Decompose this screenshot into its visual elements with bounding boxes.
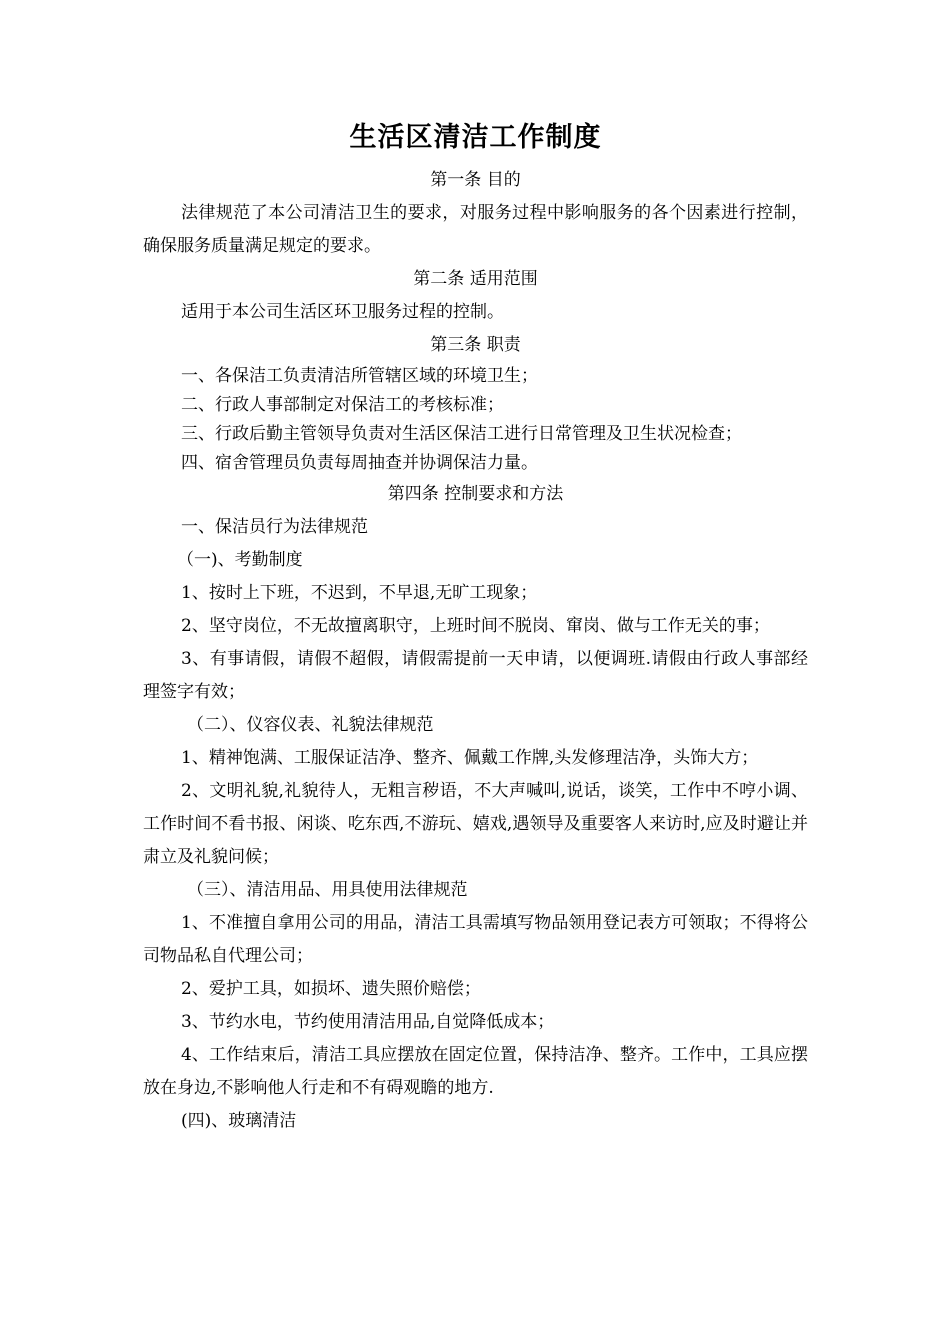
attendance-item-2: 2、坚守岗位，不无故擅离职守，上班时间不脱岗、窜岗、做与工作无关的事； <box>181 616 770 636</box>
article-3-item: 三、行政后勤主管领导负责对生活区保洁工进行日常管理及卫生状况检查； <box>181 424 742 444</box>
glass-cleaning-heading: (四)、玻璃清洁 <box>181 1111 297 1131</box>
article-3-item: 二、行政人事部制定对保洁工的考核标准； <box>181 395 504 415</box>
article-4-heading: 第四条 控制要求和方法 <box>387 484 564 504</box>
article-3-heading: 第三条 职责 <box>430 335 521 355</box>
tools-item-4: 4、工作结束后，清洁工具应摆放在固定位置，保持洁净、整齐。工作中，工具应摆放在身边,不影响他人行走和不有碍观瞻的地方. <box>143 1045 808 1098</box>
article-1-heading: 第一条 目的 <box>430 170 521 190</box>
appearance-item-2: 2、文明礼貌,礼貌待人，无粗言秽语，不大声喊叫,说话，谈笑，工作中不哼小调、工作时间不看书报、闲谈、吃东西,不游玩、嬉戏,遇领导及重要客人来访时,应及时避让并肃立及礼貌问候； <box>143 781 808 867</box>
article-2-text: 适用于本公司生活区环卫服务过程的控制。 <box>181 302 504 322</box>
article-3-item: 一、各保洁工负责清洁所管辖区域的环境卫生； <box>181 366 538 386</box>
appearance-heading: （二）、仪容仪表、礼貌法律规范 <box>187 715 434 735</box>
document-title: 生活区清洁工作制度 <box>349 122 602 153</box>
article-2-heading: 第二条 适用范围 <box>413 269 538 289</box>
attendance-heading: （一)、考勤制度 <box>177 550 303 570</box>
appearance-item-1: 1、精神饱满、工服保证洁净、整齐、佩戴工作牌,头发修理洁净，头饰大方； <box>181 748 759 768</box>
tools-item-1: 1、不准擅自拿用公司的用品，清洁工具需填写物品领用登记表方可领取；不得将公司物品私自代理公司； <box>143 913 808 966</box>
attendance-item-1: 1、按时上下班，不迟到，不早退,无旷工现象； <box>181 583 538 603</box>
tools-heading: （三）、清洁用品、用具使用法律规范 <box>187 880 468 900</box>
tools-item-2: 2、爱护工具，如损坏、遗失照价赔偿； <box>181 979 481 999</box>
conduct-heading: 一、保洁员行为法律规范 <box>181 517 368 537</box>
tools-item-3: 3、节约水电，节约使用清洁用品,自觉降低成本； <box>181 1012 555 1032</box>
attendance-item-3: 3、有事请假，请假不超假，请假需提前一天申请，以便调班.请假由行政人事部经理签字有效； <box>143 649 808 702</box>
article-3-item: 四、宿舍管理员负责每周抽查并协调保洁力量。 <box>181 453 538 473</box>
article-1-text: 法律规范了本公司清洁卫生的要求，对服务过程中影响服务的各个因素进行控制，确保服务质量满足规定的要求。 <box>143 203 808 256</box>
document-page <box>143 118 808 1138</box>
